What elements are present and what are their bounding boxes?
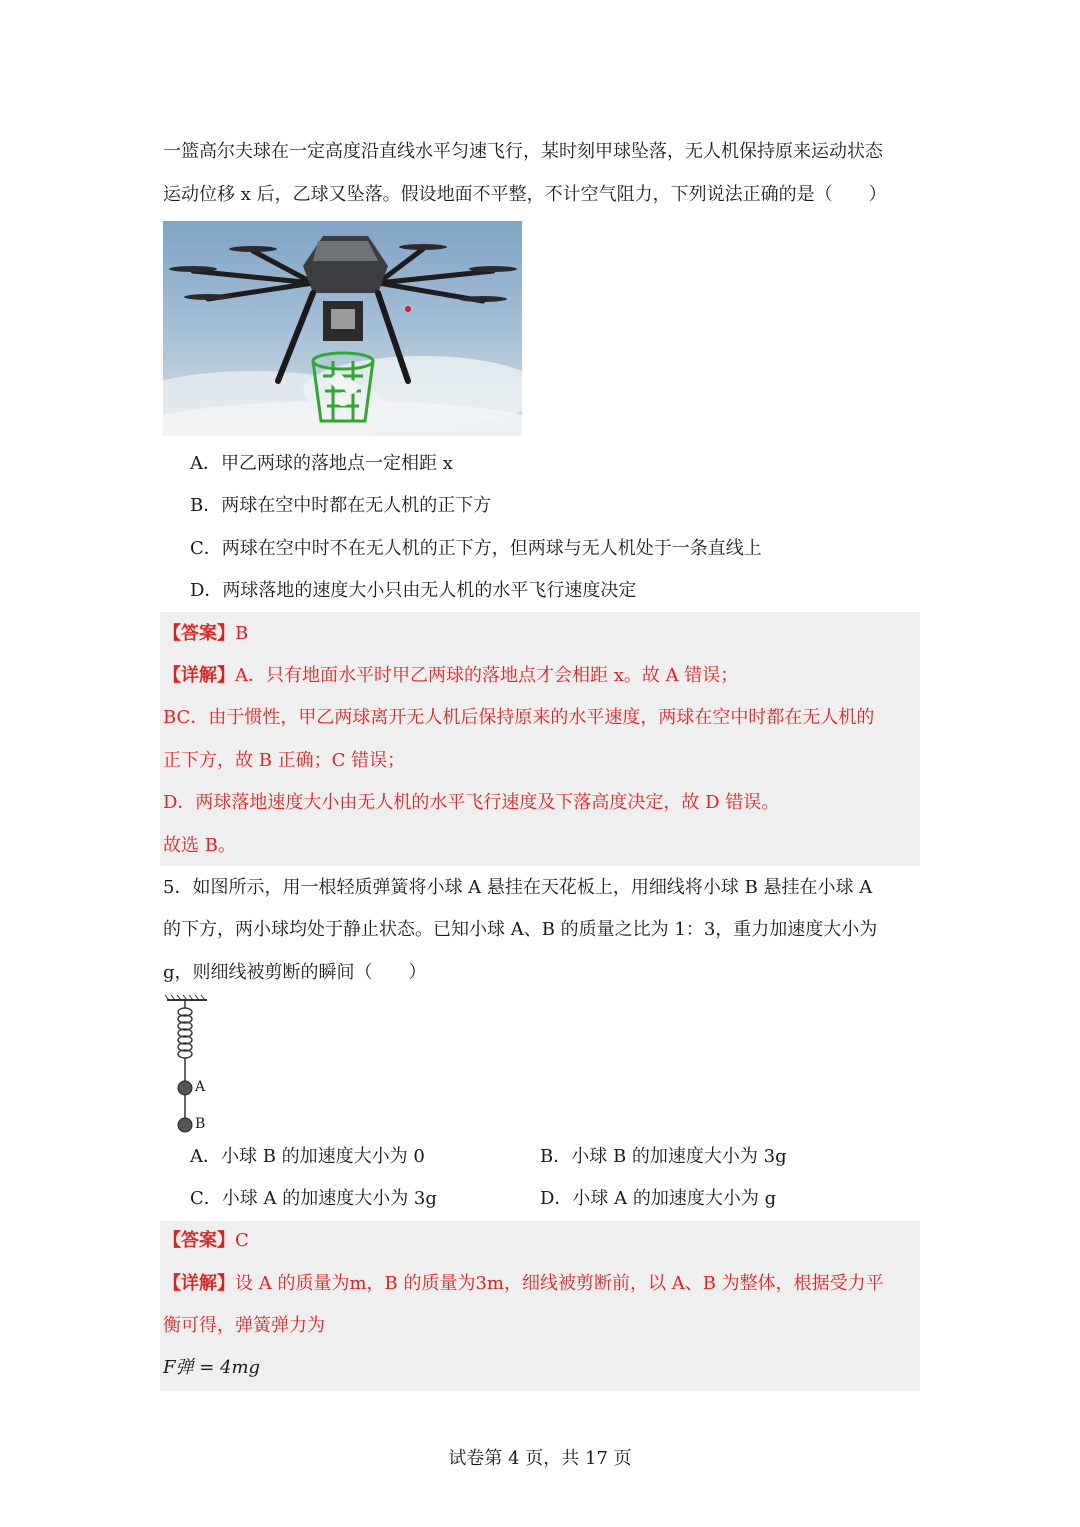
q4-option-a: A．甲乙两球的落地点一定相距 x xyxy=(190,453,453,474)
q5-detail-text-1: 设 A 的质量为m，B 的质量为3m，细线被剪断前，以 A、B 为整体，根据受力平 xyxy=(235,1273,884,1294)
q5-stem-line-1: 5．如图所示，用一根轻质弹簧将小球 A 悬挂在天花板上，用细线将小球 B 悬挂在小球 A xyxy=(163,877,873,898)
q5-detail-line-1 xyxy=(163,1272,884,1296)
q4-detail-text-1: A．只有地面水平时甲乙两球的落地点才会相距 x。故 A 错误； xyxy=(235,665,739,686)
page-footer: 试卷第 4 页，共 17 页 xyxy=(448,1448,632,1469)
q4-detail-line-5: 故选 B。 xyxy=(163,835,236,856)
q5-detail-line-2: 衡可得，弹簧弹力为 xyxy=(163,1315,325,1336)
q4-detail-tag: 【详解】 xyxy=(163,665,235,686)
q5-answer-value: C xyxy=(235,1230,249,1251)
drone-photo xyxy=(163,221,522,436)
q5-stem-line-2: 的下方，两小球均处于静止状态。已知小球 A、B 的质量之比为 1：3，重力加速度大小为 xyxy=(163,919,878,940)
q4-answer-value: B xyxy=(235,623,249,644)
q5-detail-tag: 【详解】 xyxy=(163,1273,235,1294)
q4-option-b: B．两球在空中时都在无人机的正下方 xyxy=(190,495,492,516)
q4-answer-tag: 【答案】 xyxy=(163,623,235,644)
q5-answer-tag: 【答案】 xyxy=(163,1230,235,1251)
q5-answer-line xyxy=(163,1229,249,1253)
q5-stem-line-3: g，则细线被剪断的瞬间（ ） xyxy=(163,962,427,983)
q4-detail-line-4: D．两球落地速度大小由无人机的水平飞行速度及下落高度决定，故 D 错误。 xyxy=(163,792,780,813)
q5-option-c: C．小球 A 的加速度大小为 3g xyxy=(190,1188,437,1209)
q5-option-a: A．小球 B 的加速度大小为 0 xyxy=(190,1146,425,1167)
spring-figure xyxy=(163,995,223,1135)
q4-answer-line xyxy=(163,622,248,646)
q4-stem-line-2: 运动位移 x 后，乙球又坠落。假设地面不平整，不计空气阻力，下列说法正确的是（ ） xyxy=(163,184,887,205)
q4-option-c: C．两球在空中时不在无人机的正下方，但两球与无人机处于一条直线上 xyxy=(190,538,762,559)
ball-a-label: A xyxy=(195,1079,206,1095)
q4-detail-line-1 xyxy=(163,664,738,688)
q4-detail-line-3: 正下方，故 B 正确；C 错误； xyxy=(163,750,406,771)
q4-option-d: D．两球落地的速度大小只由无人机的水平飞行速度决定 xyxy=(190,580,637,601)
q4-answer-box xyxy=(160,612,920,866)
q5-answer-box xyxy=(160,1221,920,1391)
q5-option-d: D．小球 A 的加速度大小为 g xyxy=(540,1188,777,1209)
ball-b-label: B xyxy=(195,1116,206,1132)
q4-detail-line-2: BC．由于惯性，甲乙两球离开无人机后保持原来的水平速度，两球在空中时都在无人机的 xyxy=(163,707,875,728)
q5-option-b: B．小球 B 的加速度大小为 3g xyxy=(540,1146,787,1167)
q5-formula: F弹 = 4mg xyxy=(163,1357,261,1378)
q4-stem-line-1: 一篮高尔夫球在一定高度沿直线水平匀速飞行，某时刻甲球坠落，无人机保持原来运动状态 xyxy=(163,141,883,162)
